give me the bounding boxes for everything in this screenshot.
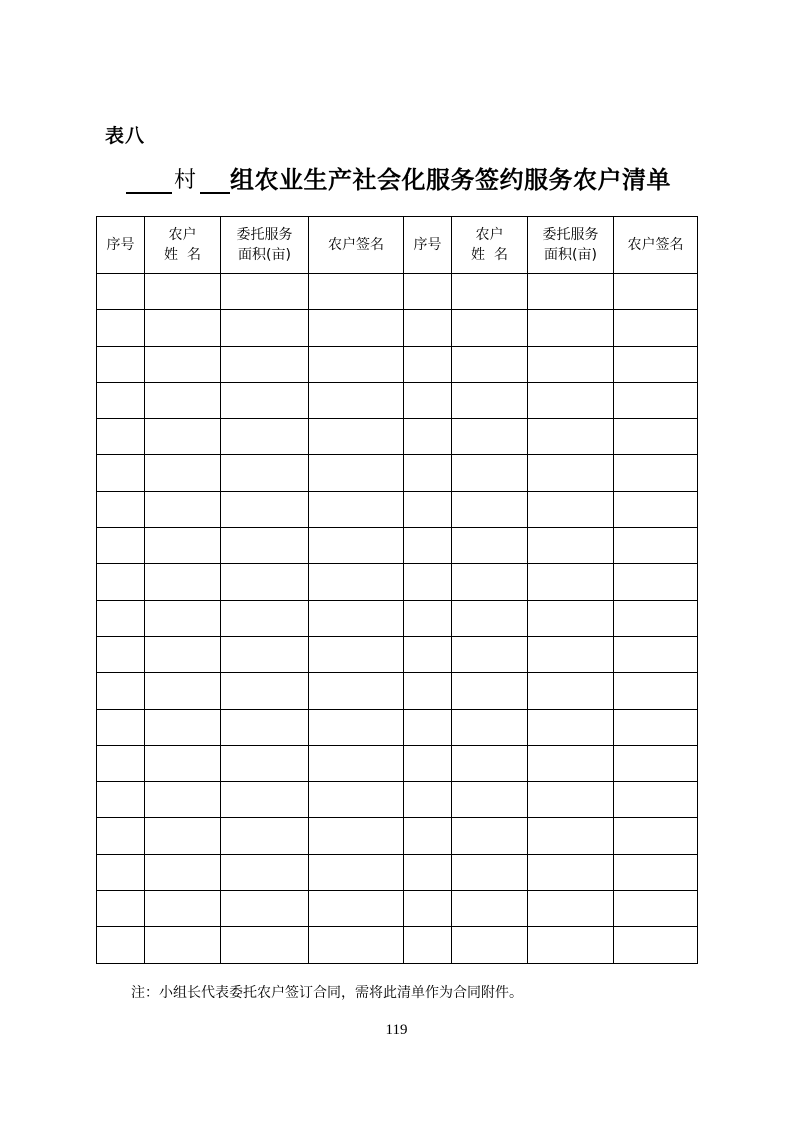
table-row — [97, 745, 698, 781]
header-line1: 农户签名 — [328, 237, 384, 253]
empty-cell — [614, 382, 698, 418]
empty-cell — [528, 528, 614, 564]
empty-cell — [145, 927, 221, 963]
footnote: 注：小组长代表委托农户签订合同，需将此清单作为合同附件。 — [131, 985, 523, 1001]
empty-cell — [404, 636, 452, 672]
empty-cell — [452, 600, 528, 636]
empty-cell — [452, 382, 528, 418]
empty-cell — [452, 782, 528, 818]
empty-cell — [309, 854, 404, 890]
empty-cell — [452, 491, 528, 527]
empty-cell — [309, 419, 404, 455]
empty-cell — [614, 854, 698, 890]
empty-cell — [404, 528, 452, 564]
empty-cell — [614, 419, 698, 455]
empty-cell — [309, 673, 404, 709]
page-number: 119 — [385, 1022, 408, 1038]
empty-cell — [145, 709, 221, 745]
empty-cell — [97, 491, 145, 527]
empty-cell — [221, 818, 309, 854]
empty-cell — [97, 709, 145, 745]
empty-cell — [145, 818, 221, 854]
empty-cell — [145, 310, 221, 346]
empty-cell — [614, 274, 698, 310]
empty-cell — [404, 419, 452, 455]
header-cell-farmer-name-2 — [452, 217, 528, 274]
empty-cell — [614, 709, 698, 745]
header-cell-seq-no — [97, 217, 145, 274]
empty-cell — [404, 673, 452, 709]
empty-cell — [614, 600, 698, 636]
empty-cell — [452, 346, 528, 382]
empty-cell — [614, 636, 698, 672]
table-row — [97, 528, 698, 564]
empty-cell — [221, 274, 309, 310]
empty-cell — [404, 782, 452, 818]
table-row — [97, 346, 698, 382]
village-suffix: 村 — [174, 168, 197, 193]
table-row — [97, 818, 698, 854]
empty-cell — [145, 564, 221, 600]
empty-cell — [404, 274, 452, 310]
empty-cell — [452, 818, 528, 854]
empty-cell — [528, 709, 614, 745]
header-cell-service-area — [221, 217, 309, 274]
empty-cell — [528, 673, 614, 709]
empty-cell — [404, 600, 452, 636]
table-row — [97, 891, 698, 927]
roster-body — [97, 274, 698, 964]
empty-cell — [309, 455, 404, 491]
header-line1: 委托服务 — [542, 227, 599, 243]
empty-cell — [97, 346, 145, 382]
empty-cell — [145, 491, 221, 527]
table-row — [97, 310, 698, 346]
header-line2: 面积(亩) — [238, 247, 291, 263]
empty-cell — [221, 782, 309, 818]
empty-cell — [452, 891, 528, 927]
empty-cell — [145, 891, 221, 927]
empty-cell — [528, 382, 614, 418]
empty-cell — [614, 745, 698, 781]
empty-cell — [528, 891, 614, 927]
header-line2: 姓 名 — [164, 247, 201, 263]
empty-cell — [614, 927, 698, 963]
empty-cell — [145, 782, 221, 818]
table-row — [97, 854, 698, 890]
empty-cell — [528, 455, 614, 491]
empty-cell — [221, 673, 309, 709]
title-text: 组农业生产社会化服务签约服务农户清单 — [230, 166, 672, 194]
empty-cell — [97, 419, 145, 455]
empty-cell — [97, 600, 145, 636]
empty-cell — [404, 310, 452, 346]
empty-cell — [145, 600, 221, 636]
header-line1: 序号 — [106, 237, 135, 253]
empty-cell — [221, 564, 309, 600]
empty-cell — [614, 673, 698, 709]
empty-cell — [145, 346, 221, 382]
empty-cell — [221, 891, 309, 927]
empty-cell — [528, 818, 614, 854]
header-cell-service-area-2 — [528, 217, 614, 274]
header-cell-farmer-name — [145, 217, 221, 274]
table-label: 表八 — [105, 125, 146, 147]
empty-cell — [452, 419, 528, 455]
empty-cell — [145, 636, 221, 672]
empty-cell — [97, 564, 145, 600]
empty-cell — [309, 927, 404, 963]
empty-cell — [452, 709, 528, 745]
empty-cell — [97, 891, 145, 927]
empty-cell — [404, 745, 452, 781]
table-row — [97, 274, 698, 310]
empty-cell — [452, 564, 528, 600]
document-title — [126, 160, 671, 194]
empty-cell — [309, 382, 404, 418]
header-cell-farmer-signature — [309, 217, 404, 274]
empty-cell — [404, 564, 452, 600]
empty-cell — [221, 419, 309, 455]
empty-cell — [528, 310, 614, 346]
empty-cell — [221, 455, 309, 491]
empty-cell — [309, 564, 404, 600]
empty-cell — [404, 491, 452, 527]
empty-cell — [221, 346, 309, 382]
empty-cell — [145, 854, 221, 890]
empty-cell — [614, 528, 698, 564]
empty-cell — [221, 927, 309, 963]
empty-cell — [528, 564, 614, 600]
empty-cell — [404, 927, 452, 963]
empty-cell — [97, 927, 145, 963]
empty-cell — [145, 528, 221, 564]
table-row — [97, 455, 698, 491]
empty-cell — [528, 927, 614, 963]
empty-cell — [309, 600, 404, 636]
empty-cell — [528, 419, 614, 455]
empty-cell — [221, 745, 309, 781]
empty-cell — [528, 600, 614, 636]
empty-cell — [221, 709, 309, 745]
table-row — [97, 600, 698, 636]
empty-cell — [614, 491, 698, 527]
empty-cell — [309, 310, 404, 346]
empty-cell — [614, 564, 698, 600]
empty-cell — [145, 382, 221, 418]
empty-cell — [528, 745, 614, 781]
empty-cell — [404, 382, 452, 418]
empty-cell — [452, 673, 528, 709]
empty-cell — [452, 528, 528, 564]
header-cell-farmer-signature-2 — [614, 217, 698, 274]
empty-cell — [404, 891, 452, 927]
empty-cell — [452, 310, 528, 346]
farmer-roster-table — [96, 216, 698, 964]
empty-cell — [309, 745, 404, 781]
empty-cell — [309, 782, 404, 818]
village-name-blank — [126, 166, 172, 194]
empty-cell — [97, 528, 145, 564]
empty-cell — [528, 782, 614, 818]
empty-cell — [452, 854, 528, 890]
empty-cell — [97, 310, 145, 346]
table-row — [97, 927, 698, 963]
empty-cell — [528, 346, 614, 382]
empty-cell — [404, 455, 452, 491]
empty-cell — [145, 274, 221, 310]
empty-cell — [97, 782, 145, 818]
empty-cell — [452, 927, 528, 963]
empty-cell — [614, 891, 698, 927]
empty-cell — [452, 636, 528, 672]
table-row — [97, 419, 698, 455]
empty-cell — [97, 274, 145, 310]
table-row — [97, 673, 698, 709]
table-row — [97, 564, 698, 600]
empty-cell — [221, 854, 309, 890]
table-row — [97, 782, 698, 818]
empty-cell — [145, 673, 221, 709]
empty-cell — [452, 745, 528, 781]
empty-cell — [221, 310, 309, 346]
empty-cell — [452, 455, 528, 491]
empty-cell — [97, 382, 145, 418]
empty-cell — [309, 346, 404, 382]
empty-cell — [614, 782, 698, 818]
empty-cell — [309, 709, 404, 745]
empty-cell — [404, 709, 452, 745]
table-row — [97, 382, 698, 418]
empty-cell — [309, 274, 404, 310]
empty-cell — [221, 528, 309, 564]
empty-cell — [97, 636, 145, 672]
empty-cell — [97, 818, 145, 854]
header-line1: 序号 — [413, 237, 442, 253]
empty-cell — [528, 854, 614, 890]
empty-cell — [145, 745, 221, 781]
empty-cell — [404, 854, 452, 890]
empty-cell — [221, 636, 309, 672]
table-row — [97, 709, 698, 745]
empty-cell — [614, 455, 698, 491]
empty-cell — [309, 528, 404, 564]
empty-cell — [97, 673, 145, 709]
empty-cell — [452, 274, 528, 310]
header-line2: 姓 名 — [471, 247, 508, 263]
header-line1: 农户签名 — [627, 237, 684, 253]
empty-cell — [145, 419, 221, 455]
header-line1: 委托服务 — [236, 227, 293, 243]
empty-cell — [309, 636, 404, 672]
empty-cell — [97, 455, 145, 491]
group-number-blank — [200, 166, 230, 194]
empty-cell — [309, 891, 404, 927]
empty-cell — [404, 346, 452, 382]
empty-cell — [528, 636, 614, 672]
empty-cell — [309, 818, 404, 854]
header-line1: 农户 — [475, 227, 504, 243]
header-line2: 面积(亩) — [544, 247, 597, 263]
empty-cell — [221, 600, 309, 636]
empty-cell — [404, 818, 452, 854]
empty-cell — [97, 745, 145, 781]
empty-cell — [221, 491, 309, 527]
empty-cell — [528, 274, 614, 310]
header-cell-seq-no-2 — [404, 217, 452, 274]
empty-cell — [145, 455, 221, 491]
empty-cell — [614, 346, 698, 382]
empty-cell — [614, 310, 698, 346]
empty-cell — [221, 382, 309, 418]
empty-cell — [309, 491, 404, 527]
table-row — [97, 491, 698, 527]
empty-cell — [97, 854, 145, 890]
empty-cell — [614, 818, 698, 854]
header-row — [97, 217, 698, 274]
empty-cell — [528, 491, 614, 527]
table-row — [97, 636, 698, 672]
header-line1: 农户 — [168, 227, 197, 243]
